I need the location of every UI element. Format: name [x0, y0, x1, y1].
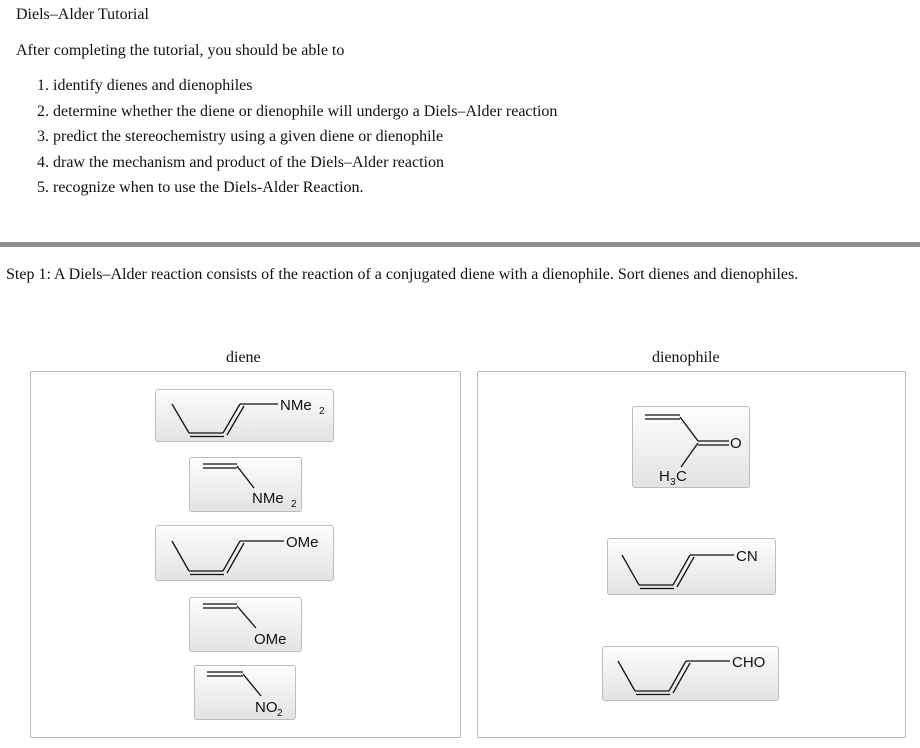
substituent-label: NMe [252, 490, 284, 507]
substituent-label: NO [255, 699, 278, 716]
substituent-label: O [730, 435, 742, 452]
objective-item: 5. recognize when to use the Diels-Alder Reaction. [37, 179, 364, 197]
objective-item: 2. determine whether the diene or dienophile will undergo a Diels–Alder reaction [37, 102, 558, 120]
draggable-tile-diene-ome[interactable] [155, 525, 334, 581]
intro-text: After completing the tutorial, you should be able to [16, 42, 345, 59]
molecule-structure-diagram [190, 458, 303, 513]
molecule-structure-diagram [156, 390, 335, 443]
molecule-structure-diagram [603, 647, 780, 702]
section-divider [0, 242, 920, 247]
substituent-label: CN [736, 548, 758, 565]
methyl-carbon-label: C [676, 468, 687, 485]
subscript-label: 3 [670, 477, 676, 488]
subscript-label: 2 [277, 708, 283, 719]
substituent-label: CHO [732, 654, 766, 671]
objective-item: 1. identify dienes and dienophiles [37, 77, 253, 94]
draggable-tile-diene-nme2[interactable] [155, 389, 334, 442]
objective-item: 3. predict the stereochemistry using a given diene or dienophile [37, 128, 444, 146]
subscript-label: 2 [291, 499, 297, 510]
draggable-tile-nitroalkene-no2[interactable] [194, 665, 296, 720]
step-instruction: Step 1: A Diels–Alder reaction consists of the reaction of a conjugated diene with a dienophile. Sort dienes and dienophiles. [6, 266, 799, 283]
draggable-tile-diene-cho[interactable] [602, 646, 779, 701]
molecule-structure-diagram [608, 539, 777, 596]
substituent-label: OMe [286, 534, 319, 551]
page-title: Diels–Alder Tutorial [16, 6, 149, 23]
substituent-label: OMe [254, 631, 287, 648]
diene-bin-label: diene [226, 349, 261, 366]
molecule-structure-diagram [190, 598, 303, 653]
draggable-tile-enol-ether-ome[interactable] [189, 597, 302, 652]
draggable-tile-methyl-vinyl-ketone[interactable] [632, 406, 750, 488]
draggable-tile-diene-cn[interactable] [607, 538, 776, 595]
subscript-label: 2 [319, 406, 325, 417]
methyl-label: H [659, 468, 670, 485]
objective-item: 4. draw the mechanism and product of the Diels–Alder reaction [37, 153, 444, 171]
dienophile-bin-label: dienophile [652, 349, 720, 366]
molecule-structure-diagram [156, 526, 335, 582]
substituent-label: NMe [280, 397, 312, 414]
objectives-list [37, 76, 557, 204]
molecule-structure-diagram [633, 407, 751, 489]
molecule-structure-diagram [195, 666, 297, 721]
draggable-tile-enamine-nme2[interactable] [189, 457, 302, 512]
